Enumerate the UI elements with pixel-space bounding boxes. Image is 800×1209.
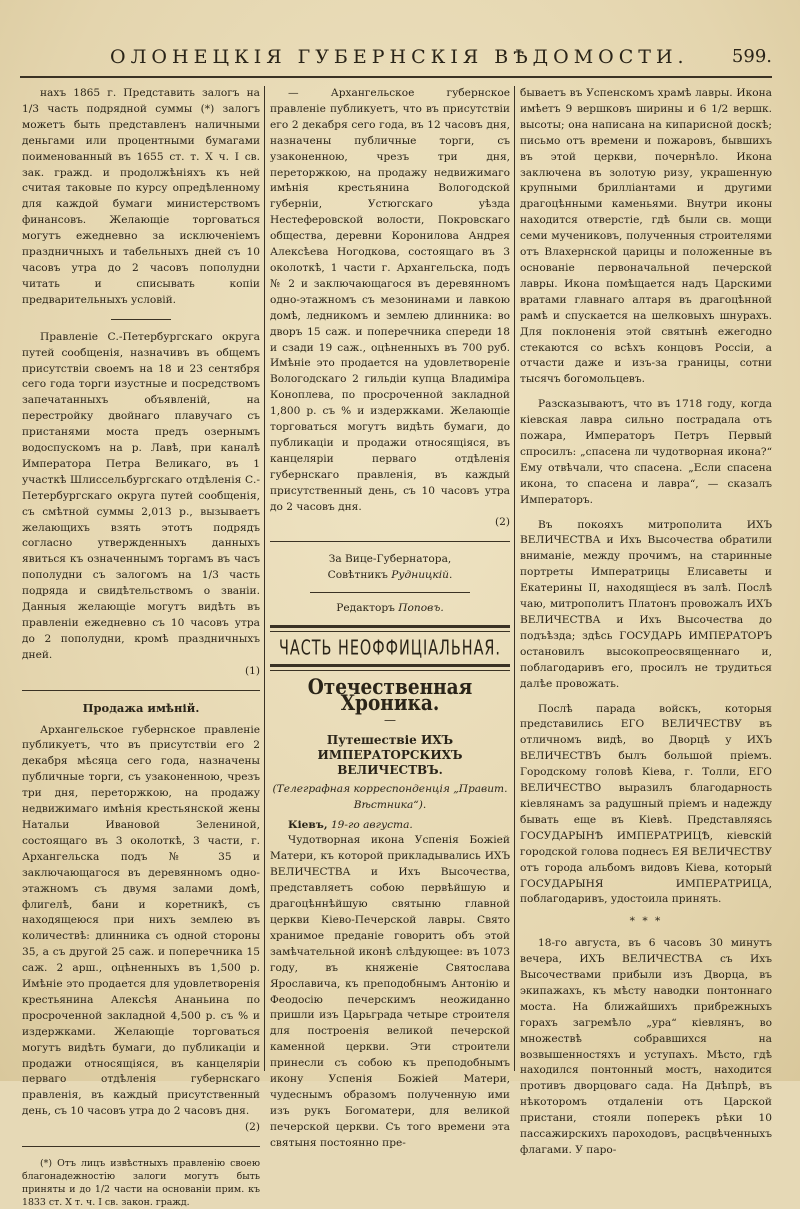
separator [22, 690, 260, 691]
article-source: (Телеграфная корреспонденція „Правит. Вѣстника“). [272, 782, 508, 811]
dash-divider: — [384, 712, 396, 727]
dateline-city: Кіевъ, [288, 818, 328, 831]
newspaper-title: ОЛОНЕЦКІЯ ГУБЕРНСКІЯ ВѢДОМОСТИ. [110, 46, 689, 68]
section-heading-estate-sale: Продажа имѣній. [82, 700, 200, 715]
separator [310, 592, 470, 593]
editor-line [270, 601, 510, 617]
signature-line-2 [270, 568, 510, 584]
estate-sale-notice-nogodkov: — Архангельское губернское правленіе публикуетъ, что въ присутствіи его 2 декабря сего года, въ 12 часовъ дня, назначены публичные торги, съ узаконенною, чрезъ три дня, переторжкою, на продажу недвижимаго имѣнія крестьянина Вологодской губерніи, Устюгскаго уѣзда Нестеферовской волости, Покровскаго общества, деревни Коронилова Андрея Алексѣева Ногодкова, состоящаго въ 3 околоткѣ, 1 части г. Архангельска, подъ № 2 и заключающагося въ деревянномъ одно-этажномъ съ мезонинами и лавкою домѣ, ледникомъ и землею длинника: во дворъ 15 саж. и поперечника спереди 18 и сзади 19 саж., оцѣненныхъ въ 700 руб. Имѣніе это продается на удовлетвореніе Вологодскаго 2 гильдіи купца Владиміра Коноплева, по просроченной закладной 1,800 р. съ % и издержками. Желающіе торговаться могутъ видѣть бумаги, до публикаціи и продажи относящіяся, въ канцеляріи перваго отдѣленія губернскаго правленія, въ каждый присутственный день, съ 10 часовъ утра до 2 часовъ дня. [270, 87, 510, 513]
footnote-text: (*) Отъ лицъ извѣстныхъ правленію своею благонадежностію залоги могутъ быть приняты и до 1/2 части на основаніи прим. къ 1833 ст. X т. ч. I св. закон. гражд. [22, 1158, 260, 1209]
column-rule-1 [264, 86, 265, 1071]
notice-number: (2) [494, 516, 510, 529]
chronicle-title: Отечественная Хроника. [307, 674, 473, 715]
article-paragraph-icon-continued: бываетъ въ Успенскомъ храмѣ лавры. Икона имѣетъ 9 вершковъ ширины и 6 1/2 вершк. высоты; она написана на кипарисной доскѣ; письмо отъ времени и пожаровъ, бывшихъ въ этой церкви, почернѣло. Икона заключена въ золотую ризу, украшенную крупными бриллiантами и другими драгоцѣнными каменьями. Внутри иконы находится отверстіе, гдѣ были св. мощи семи мучениковъ, полученныя строителями отъ Влахернской царицы и положенные въ основаніе первоначальной печерской лавры. Икона помѣщается надъ Царскими вратами главнаго алтаря въ драгоцѣнной рамѣ и спускается на шелковыхъ шнурахъ. Для поклоненія этой святынѣ ежегодно стекаются со всѣхъ концовъ Россіи, а отчасти даже и изъ-за границы, сотни тысячъ богомольцевъ. [520, 87, 772, 386]
estate-sale-notice-zelenina: Архангельское губернское правленіе публикуетъ, что въ присутствіи его 2 декабря мѣсяца сего года, назначены публичные торги, съ узаконенною, чрезъ три дня, переторжкою, на продажу недвижимаго имѣнія крестьянской жены Натальи Ивановой Зелениной, состоящаго въ 3 околоткѣ, 3 части, г. Архангельска подъ № 35 и заключающагося въ деревянномъ одно-этажномъ съ двумя залами домѣ, флигелѣ, бани и коретникѣ, съ находящеюся при нихъ землею въ количествѣ: длинника съ одной стороны 35, а съ другой 25 саж. и поперечника 15 саж. 2 арш., оцѣненныхъ въ 1,500 р. Имѣніе это продается для удовлетворенія крестьянина Алексѣя Ананьина по просроченной закладной 4,500 р. съ % и издержками. Желающіе торговаться могутъ видѣть бумаги, до публикаціи и продажи относящіяся, въ канцеляріи перваго отдѣленія губернскаго правленія, въ каждый присутственный день, съ 10 часовъ утра до 2 часовъ дня. [22, 723, 260, 1118]
editor-role: Редакторъ [336, 602, 399, 615]
bridge-contract-notice: Правленіе С.-Петербургскаго округа путей сообщенія, назначивъ въ общемъ присутствіи своемъ на 18 и 23 сентября сего года торги изустные и посредствомъ запечатанныхъ объявленій, на перестройку двойнаго плавучаго съ пристанями моста предъ озернымъ водоспускомъ на р. Лавѣ, при каналѣ Императора Петра Великаго, въ 1 участкѣ Шлиссельбургскаго отдѣленія С.-Петербургскаго округа путей сообщенія, съ смѣтной суммы 2,013 р., вызываетъ желающихъ взять этотъ подрядъ согласно утвержденныхъ данныхъ явиться къ означеннымъ торгамъ въ часъ пополудни съ залогомъ на 1/3 часть подряда и свидѣтельствомъ о званіи. Данныя желающіе могутъ видѣть въ правленіи ежедневно съ 10 часовъ утра до 2 пополудни, кромѣ праздничныхъ дней. [22, 330, 260, 661]
article-paragraph-bridge: 18-го августа, въ 6 часовъ 30 минутъ вечера, ИХЪ ВЕЛИЧЕСТВА съ Ихъ Высочествами прибыли изъ Дворца, въ экипажахъ, къ мѣсту наводки понтоннаго моста. На ближайшихъ прибрежныхъ горахъ загремѣло „ура“ кіевлянъ, во множествѣ собравшихся на возвышенностяхъ и уступахъ. Мѣсто, гдѣ находился понтонный мостъ, находится противъ дворцоваго сада. На Днѣпрѣ, въ нѣкоторомъ отдаленіи отъ Царской пристани, стояли поперекъ рѣки 10 пассажирскихъ пароходовъ, расцвѣченныхъ флагами. У паро- [520, 937, 772, 1156]
column-2 [270, 86, 510, 1152]
separator [270, 541, 510, 542]
article-paragraph-icon: Чудотворная икона Успенія Божіей Матери, къ которой прикладывались ИХЪ ВЕЛИЧЕСТВА и Ихъ Высочества, представляетъ собою первѣйшую и драгоцѣннѣйшую святыню главной церкви Кіево-Печерской лавры. Свято хранимое преданіе говоритъ объ этой замѣчательной иконѣ слѣдующее: въ 1073 году, въ княженіе Святослава Ярославича, къ преподобнымъ Антонію и Феодосію печерскимъ неожиданно пришли изъ Царьграда четыре строителя для построенія великой печерской каменной церкви. Эти строители принесли съ собою къ преподобнымъ икону Успенія Божіей Матери, чудеснымъ образомъ полученную ими изъ рукъ Богоматери, для великой печерской церкви. Съ того времени эта святыня постоянно пре- [270, 834, 510, 1149]
page-number: 599. [731, 46, 772, 67]
notice-number: (2) [244, 1121, 260, 1134]
signature-role: Совѣтникъ [327, 569, 392, 582]
article-paragraph-reception: Послѣ парада войскъ, которыя представились ЕГО ВЕЛИЧЕСТВУ въ отличномъ видѣ, во Дворцѣ у ИХЪ ВЕЛИЧЕСТВЪ былъ большой пріемъ. Городскому головѣ Кіева, г. Толли, ЕГО ВЕЛИЧЕСТВО выразилъ благодарность кіевлянамъ за радушный пріемъ и надежду бывать еще въ Кіевѣ. Представляясь ГОСУДАРЫНѢ ИМПЕРАТРИЦѢ, кіевскій городской голова поднесъ ЕЯ ВЕЛИЧЕСТВУ отъ города альбомъ видовъ Кіева, который ГОСУДАРЫНЯ ИМПЕРАТРИЦА, поблагодаривъ, удостоила принять. [520, 702, 772, 906]
thin-rule [270, 670, 510, 671]
page-header [20, 40, 772, 78]
separator [22, 1146, 260, 1147]
signature-line-1: За Вице-Губернатора, [328, 553, 452, 566]
article-paragraph-peter: Разсказываютъ, что въ 1718 году, когда кіевская лавра сильно пострадала отъ пожара, Императоръ Петръ Первый спросилъ: „спасена ли чудотворная икона?“ Ему отвѣчали, что спасена. „Если спасена икона, то спасена и лавра“, — сказалъ Императоръ. [520, 398, 772, 506]
column-rule-2 [514, 86, 515, 1071]
asterism: * * * [629, 915, 663, 928]
dateline [270, 818, 510, 834]
column-3 [520, 86, 772, 1159]
auction-notice-continued: нахъ 1865 г. Представить залогъ на 1/3 часть подрядной суммы (*) залогъ можетъ быть представленъ наличными деньгами или процентными бумагами поименованный въ 1655 ст. т. X ч. I св. зак. гражд. и продолжѣніяхъ къ ней считая таковые по курсу опредѣленному для каждой бумаги министерствомъ финансовъ. Желающіе торговаться могутъ ежедневно за исключеніемъ праздничныхъ и табельныхъ дней съ 10 часовъ утра до 2 часовъ пополудни читать и списывать копіи предварительныхъ условій. [22, 87, 260, 306]
signature-name: Рудницкій. [391, 569, 453, 582]
editor-name: Поповъ. [398, 602, 444, 615]
separator [111, 319, 171, 320]
thin-rule [270, 631, 510, 632]
heavy-rule [270, 625, 510, 628]
dateline-date: 19-го августа. [327, 818, 413, 831]
heavy-rule [270, 664, 510, 667]
article-title: Путешествіе ИХЪ ИМПЕРАТОРСКИХЪ ВЕЛИЧЕСТВЪ. [317, 732, 463, 777]
column-1 [22, 86, 260, 1209]
footnote [22, 1157, 260, 1209]
section-title-unofficial: ЧАСТЬ НЕОФФИЦІАЛЬНАЯ. [278, 635, 501, 660]
article-paragraph-metropolitan: Въ покояхъ митрополита ИХЪ ВЕЛИЧЕСТВА и Ихъ Высочества обратили вниманіе, между прочимъ, на старинные портреты Императрицы Елисаветы и Екатерины II, находящіеся въ залѣ. Послѣ чаю, митрополитъ Платонъ провожалъ ИХЪ ВЕЛИЧЕСТВА и Ихъ Высочества до подъѣзда; здѣсь ГОСУДАРЬ ИМПЕРАТОРЪ остановилъ высокопреосвященнаго и, поблагодаривъ его, просилъ не трудиться далѣе провожать. [520, 518, 772, 690]
notice-number: (1) [244, 664, 260, 677]
